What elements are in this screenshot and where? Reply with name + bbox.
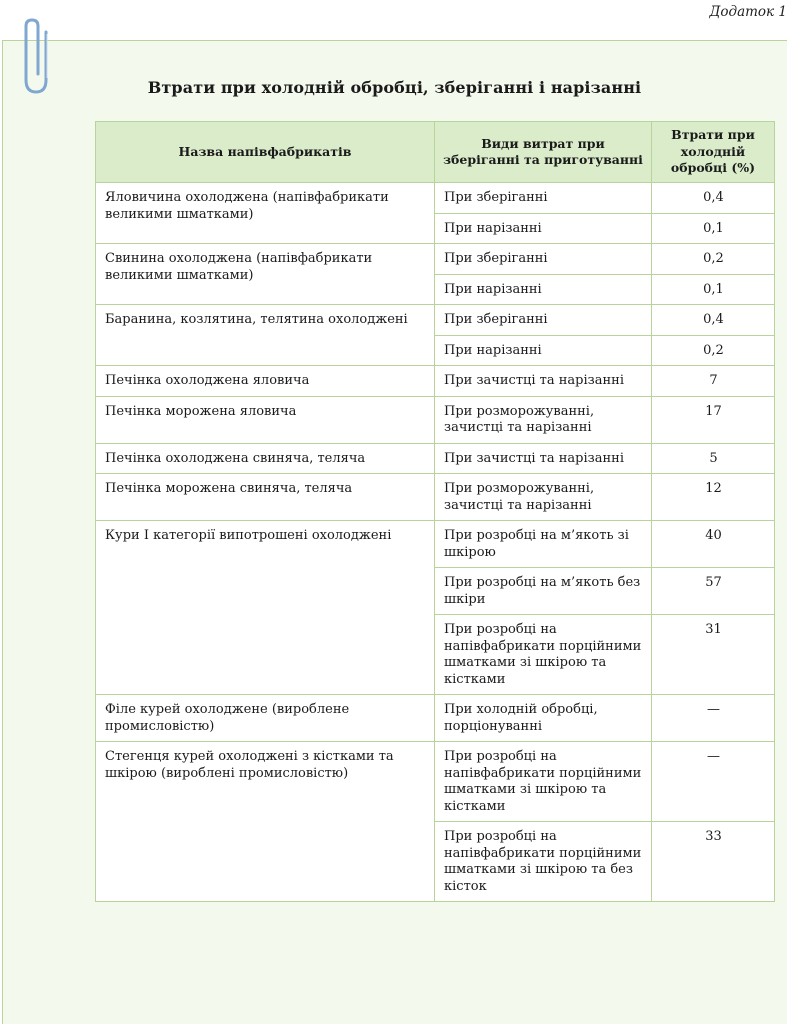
loss-type-cell: При розробці на м’якоть зі шкірою (435, 521, 652, 568)
header-product-name: Назва напівфабрикатів (96, 122, 435, 183)
loss-percent-cell: 33 (652, 822, 775, 902)
loss-percent-cell: 0,4 (652, 305, 775, 336)
page-title: Втрати при холодній обробці, зберіганні і нарізанні (147, 78, 642, 97)
loss-type-cell: При розморожуванні, зачистці та нарізанні (435, 396, 652, 443)
header-loss-percent: Втрати при холодній обробці (%) (652, 122, 775, 183)
loss-percent-cell: 0,1 (652, 213, 775, 244)
table-row (96, 443, 775, 474)
product-name-cell: Свинина охолоджена (напівфабрикати великими шматками) (96, 244, 435, 305)
product-name-cell: Баранина, козлятина, телятина охолоджені (96, 305, 435, 366)
loss-percent-cell: 0,2 (652, 244, 775, 275)
product-name-cell: Печінка морожена яловича (96, 396, 435, 443)
loss-percent-cell: 12 (652, 474, 775, 521)
table-row (96, 474, 775, 521)
table-header-row (96, 122, 775, 183)
loss-type-cell: При розробці на м’якоть без шкіри (435, 568, 652, 615)
product-name-cell: Печінка охолоджена свиняча, теляча (96, 443, 435, 474)
loss-percent-cell: 17 (652, 396, 775, 443)
loss-type-cell: При зачистці та нарізанні (435, 366, 652, 397)
product-name-cell: Філе курей охолоджене (вироблене промисловістю) (96, 695, 435, 742)
loss-percent-cell: 57 (652, 568, 775, 615)
table-row (96, 244, 775, 275)
appendix-label: Додаток 1 (709, 4, 787, 20)
product-name-cell: Кури I категорії випотрошені охолоджені (96, 521, 435, 695)
loss-type-cell: При розморожуванні, зачистці та нарізанні (435, 474, 652, 521)
losses-table (95, 121, 775, 902)
table-row (96, 695, 775, 742)
loss-percent-cell: 0,2 (652, 335, 775, 366)
table-body (96, 183, 775, 902)
loss-percent-cell: 7 (652, 366, 775, 397)
loss-type-cell: При зберіганні (435, 244, 652, 275)
loss-type-cell: При розробці на напівфабрикати порційними шматками зі шкірою та кістками (435, 615, 652, 695)
loss-type-cell: При зберіганні (435, 183, 652, 214)
loss-percent-cell: 40 (652, 521, 775, 568)
loss-percent-cell: 5 (652, 443, 775, 474)
loss-percent-cell: 31 (652, 615, 775, 695)
loss-type-cell: При зачистці та нарізанні (435, 443, 652, 474)
header-loss-type: Види витрат при зберіганні та приготуванні (435, 122, 652, 183)
product-name-cell: Печінка охолоджена яловича (96, 366, 435, 397)
table-row (96, 521, 775, 568)
loss-type-cell: При зберіганні (435, 305, 652, 336)
loss-type-cell: При холодній обробці, порціонуванні (435, 695, 652, 742)
loss-percent-cell: 0,4 (652, 183, 775, 214)
loss-type-cell: При розробці на напівфабрикати порційними шматками зі шкірою та кістками (435, 742, 652, 822)
loss-percent-cell: — (652, 742, 775, 822)
loss-type-cell: При нарізанні (435, 213, 652, 244)
loss-type-cell: При нарізанні (435, 335, 652, 366)
product-name-cell: Печінка морожена свиняча, теляча (96, 474, 435, 521)
product-name-cell: Яловичина охолоджена (напівфабрикати великими шматками) (96, 183, 435, 244)
table-row (96, 366, 775, 397)
loss-type-cell: При розробці на напівфабрикати порційними шматками зі шкірою та без кісток (435, 822, 652, 902)
loss-percent-cell: 0,1 (652, 274, 775, 305)
table-row (96, 305, 775, 336)
table-row (96, 742, 775, 822)
table-row (96, 183, 775, 214)
table-row (96, 396, 775, 443)
loss-type-cell: При нарізанні (435, 274, 652, 305)
product-name-cell: Стегенця курей охолоджені з кістками та шкірою (вироблені промисловістю) (96, 742, 435, 902)
loss-percent-cell: — (652, 695, 775, 742)
